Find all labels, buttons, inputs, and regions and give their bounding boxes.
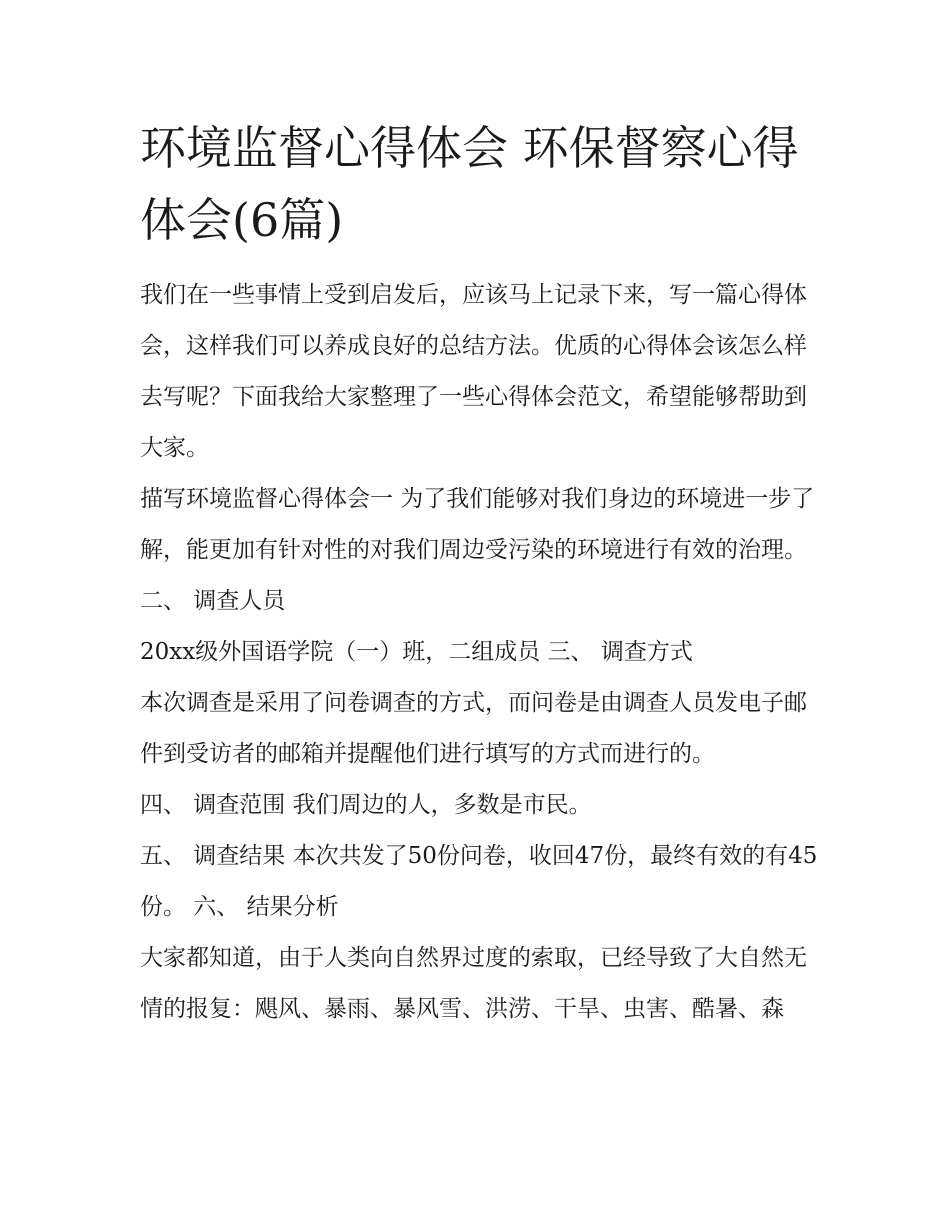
paragraph-results: 五、 调查结果 本次共发了50份问卷，收回47份，最终有效的有45份。 六、 结果分析 <box>140 843 818 920</box>
paragraph-section-one: 描写环境监督心得体会一 为了我们能够对我们身边的环境进一步了解，能更加有针对性的对我们周边受污染的环境进行有效的治理。 二、 调查人员 <box>140 486 815 614</box>
paragraph-scope: 四、 调查范围 我们周边的人，多数是市民。 <box>140 792 592 818</box>
paragraph-analysis: 大家都知道，由于人类向自然界过度的索取，已经导致了大自然无情的报复：飓风、暴雨、暴风雪、洪涝、干旱、虫害、酷暑、森 <box>140 945 807 1022</box>
document-title: 环境监督心得体会 环保督察心得体会(6篇) <box>140 121 799 247</box>
paragraph-intro: 我们在一些事情上受到启发后，应该马上记录下来，写一篇心得体会，这样我们可以养成良好的总结方法。优质的心得体会该怎么样去写呢？下面我给大家整理了一些心得体会范文，希望能够帮助到大家。 <box>140 282 807 461</box>
paragraph-members: 20xx级外国语学院（一）班，二组成员 三、 调查方式 <box>140 639 693 665</box>
document-page <box>140 112 820 1035</box>
paragraph-method: 本次调查是采用了问卷调查的方式，而问卷是由调查人员发电子邮件到受访者的邮箱并提醒他们进行填写的方式而进行的。 <box>140 690 807 767</box>
title-spacer <box>140 256 820 270</box>
